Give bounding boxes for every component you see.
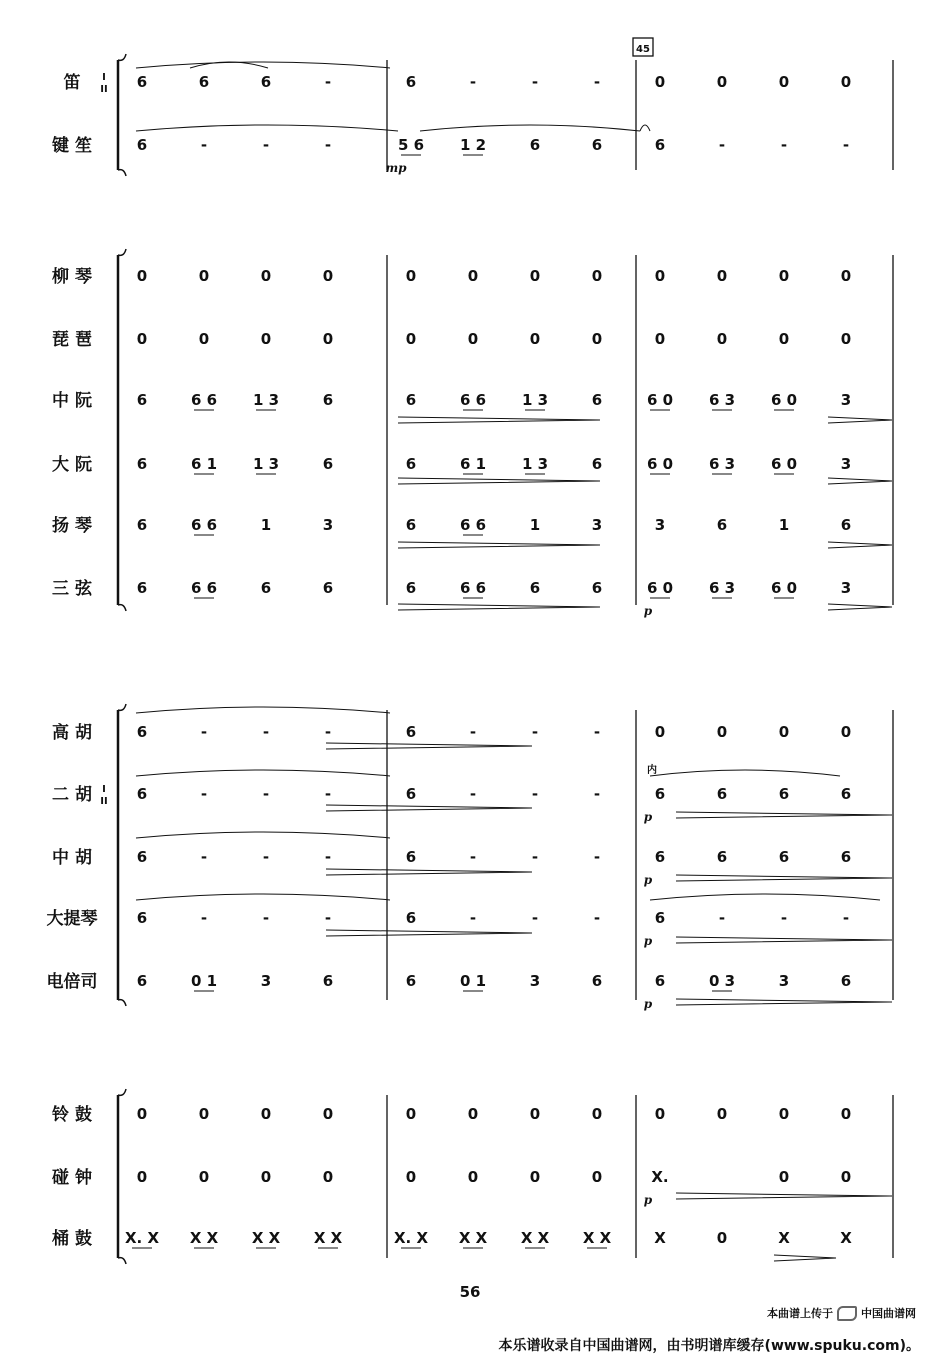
note-beat-4: 6 — [591, 391, 603, 409]
hairpin-13 — [676, 875, 892, 881]
note-beat-4: - — [593, 848, 601, 866]
dynamic-marking: mp — [385, 161, 407, 175]
note-beat-2: - — [200, 909, 208, 927]
dynamic-marking: p — [643, 934, 653, 948]
hairpin-3 — [398, 604, 600, 610]
note-beat-3: 1 3 — [252, 455, 280, 473]
note-beat-1: 0 — [136, 330, 148, 348]
instrument-label: 键 笙 — [52, 136, 92, 156]
rehearsal-mark-number: 45 — [636, 44, 650, 55]
instrument-label: 铃 鼓 — [52, 1105, 92, 1125]
note-beat-3: 0 — [260, 267, 272, 285]
note-beat-3: - — [262, 723, 270, 741]
note-beat-2: X X — [189, 1229, 219, 1247]
instrument-label: 桶 鼓 — [52, 1229, 92, 1249]
note-beat-2: 0 — [198, 330, 210, 348]
note-beat-1: 3 — [654, 516, 666, 534]
part-number-2: II — [100, 796, 108, 807]
instrument-label: 电倍司 — [46, 972, 98, 992]
note-beat-4: 6 — [840, 516, 852, 534]
note-beat-1: 6 0 — [646, 455, 674, 473]
note-beat-3: - — [780, 909, 788, 927]
note-beat-4: 3 — [591, 516, 603, 534]
staff-row — [52, 135, 849, 175]
note-beat-2: - — [469, 848, 477, 866]
note-beat-4: X X — [582, 1229, 612, 1247]
note-beat-2: - — [200, 848, 208, 866]
note-beat-3: 0 — [529, 1105, 541, 1123]
note-beat-4: - — [593, 909, 601, 927]
note-beat-4: 0 — [322, 267, 334, 285]
note-beat-4: - — [324, 785, 332, 803]
note-beat-3: 6 0 — [770, 391, 798, 409]
hairpin-5 — [828, 478, 892, 484]
site-logo-text: 中国曲谱网 — [861, 1307, 916, 1320]
note-beat-1: 6 — [136, 972, 148, 990]
note-beat-2: 1 2 — [459, 136, 487, 154]
hairpin-17 — [774, 1255, 836, 1261]
staff-row — [52, 1167, 851, 1207]
hairpin-8 — [326, 743, 532, 749]
instrument-label: 二 胡 — [52, 785, 92, 805]
note-beat-1: X. — [651, 1168, 669, 1186]
footer-source-note: 本乐谱收录自中国曲谱网，由书明谱库缓存(www.spuku.com)。 — [498, 1338, 920, 1354]
hairpin-6 — [828, 542, 892, 548]
page-number: 56 — [459, 1283, 481, 1301]
note-beat-4: X — [840, 1229, 852, 1247]
note-beat-4: 6 — [840, 848, 852, 866]
note-beat-1: 0 — [405, 1105, 417, 1123]
note-beat-1: 6 — [405, 785, 417, 803]
upload-note-text: 本曲谱上传于 — [767, 1307, 833, 1320]
note-beat-4: - — [324, 723, 332, 741]
note-beat-1: 6 — [405, 73, 417, 91]
note-beat-3: 6 0 — [770, 579, 798, 597]
note-beat-2: - — [200, 136, 208, 154]
bracket-bottom-hook — [118, 170, 126, 176]
note-beat-2: 0 — [198, 1105, 210, 1123]
note-beat-3: 0 — [529, 1168, 541, 1186]
note-beat-1: X. X — [124, 1229, 160, 1247]
note-beat-1: 6 0 — [646, 579, 674, 597]
part-number-1: I — [102, 784, 106, 795]
dynamic-marking: p — [643, 810, 653, 824]
note-beat-2: 0 — [467, 1168, 479, 1186]
note-beat-2: 6 6 — [190, 516, 218, 534]
group-plucked — [52, 249, 893, 618]
note-beat-2: 6 1 — [190, 455, 218, 473]
note-beat-2: 0 1 — [190, 972, 218, 990]
bracket-bottom-hook — [118, 1258, 126, 1264]
note-beat-2: - — [469, 909, 477, 927]
note-beat-4: - — [593, 73, 601, 91]
note-beat-4: - — [842, 909, 850, 927]
note-beat-4: - — [324, 848, 332, 866]
note-beat-2: 0 3 — [708, 972, 736, 990]
note-beat-4: - — [324, 73, 332, 91]
note-beat-3: - — [780, 136, 788, 154]
dynamic-marking: p — [643, 604, 653, 618]
note-beat-2: 0 — [716, 73, 728, 91]
note-beat-2: - — [469, 73, 477, 91]
staff-row — [52, 330, 851, 350]
bracket-top-hook — [118, 54, 126, 60]
note-beat-4: - — [593, 723, 601, 741]
slur-4 — [640, 125, 650, 131]
note-beat-3: 6 — [778, 848, 790, 866]
note-beat-1: 6 — [136, 785, 148, 803]
note-beat-4: - — [593, 785, 601, 803]
instrument-label: 碰 钟 — [52, 1168, 92, 1188]
note-beat-4: 0 — [591, 1105, 603, 1123]
note-beat-2: 0 — [198, 1168, 210, 1186]
note-beat-1: 0 — [136, 1105, 148, 1123]
note-beat-3: 0 — [778, 723, 790, 741]
note-beat-3: 3 — [529, 972, 541, 990]
playing-annotation: 内 — [647, 765, 657, 776]
dynamic-marking: p — [643, 997, 653, 1011]
upload-note — [767, 1305, 916, 1321]
hairpin-11 — [326, 930, 532, 936]
note-beat-1: 6 — [136, 73, 148, 91]
note-beat-3: - — [531, 848, 539, 866]
note-beat-2: 6 6 — [190, 579, 218, 597]
note-beat-1: 6 — [405, 455, 417, 473]
note-beat-1: 6 — [405, 723, 417, 741]
slur-5 — [136, 707, 390, 713]
bracket-bottom-hook — [118, 1000, 126, 1006]
note-beat-3: 0 — [778, 73, 790, 91]
note-beat-3: 1 3 — [521, 455, 549, 473]
note-beat-4: 6 — [322, 972, 334, 990]
hairpin-2 — [398, 542, 600, 548]
site-logo-icon — [837, 1306, 857, 1321]
note-beat-1: 0 — [136, 1168, 148, 1186]
note-beat-4: 3 — [840, 579, 852, 597]
note-beat-3: 0 — [529, 330, 541, 348]
staff-row — [64, 72, 852, 95]
note-beat-2: 6 — [716, 516, 728, 534]
staff-row — [52, 390, 851, 411]
note-beat-3: - — [262, 136, 270, 154]
note-beat-1: 6 — [136, 848, 148, 866]
note-beat-4: 6 — [840, 785, 852, 803]
note-beat-3: - — [531, 723, 539, 741]
note-beat-2: 6 3 — [708, 455, 736, 473]
part-number-2: II — [100, 84, 108, 95]
note-beat-3: 1 — [260, 516, 272, 534]
note-beat-3: 0 — [529, 267, 541, 285]
note-beat-3: - — [262, 909, 270, 927]
bracket-top-hook — [118, 704, 126, 710]
note-beat-2: 6 3 — [708, 579, 736, 597]
note-beat-3: 6 — [260, 73, 272, 91]
note-beat-3: - — [531, 73, 539, 91]
note-beat-4: 0 — [591, 1168, 603, 1186]
staff-row — [52, 454, 851, 475]
note-beat-4: 0 — [322, 1105, 334, 1123]
note-beat-1: 6 — [654, 909, 666, 927]
note-beat-3: - — [262, 785, 270, 803]
note-beat-2: - — [469, 723, 477, 741]
staff-row — [52, 578, 851, 618]
note-beat-3: 6 — [529, 579, 541, 597]
note-beat-1: 0 — [654, 73, 666, 91]
note-beat-3: 6 — [529, 136, 541, 154]
note-beat-2: X X — [458, 1229, 488, 1247]
note-beat-4: - — [324, 136, 332, 154]
note-beat-4: 6 — [322, 579, 334, 597]
note-beat-3: 0 — [778, 1168, 790, 1186]
note-beat-2: 6 3 — [708, 391, 736, 409]
note-beat-4: 0 — [840, 1168, 852, 1186]
slur-2 — [420, 125, 640, 131]
note-beat-2: 0 — [716, 723, 728, 741]
note-beat-2: 0 — [467, 1105, 479, 1123]
group-bowed — [47, 704, 894, 1011]
slur-6 — [136, 770, 390, 776]
note-beat-2: 6 6 — [459, 516, 487, 534]
note-beat-3: 6 — [260, 579, 272, 597]
note-beat-4: - — [324, 909, 332, 927]
note-beat-4: 0 — [591, 267, 603, 285]
note-beat-1: 6 — [654, 785, 666, 803]
note-beat-1: 6 — [654, 972, 666, 990]
note-beat-3: - — [262, 848, 270, 866]
rehearsal-mark-45 — [633, 38, 653, 56]
staff-row — [47, 971, 852, 1011]
note-beat-1: 6 — [654, 136, 666, 154]
note-beat-1: 0 — [136, 267, 148, 285]
part-number-1: I — [102, 72, 106, 83]
note-beat-1: 6 — [136, 909, 148, 927]
note-beat-2: 0 — [198, 267, 210, 285]
note-beat-4: 6 — [591, 579, 603, 597]
note-beat-1: 0 — [654, 1105, 666, 1123]
note-beat-3: 6 — [778, 785, 790, 803]
note-beat-3: X X — [251, 1229, 281, 1247]
note-beat-1: 6 — [405, 579, 417, 597]
staff-row — [52, 515, 851, 536]
staff-row — [52, 722, 851, 743]
staff-row — [52, 1104, 851, 1125]
note-beat-4: 3 — [840, 455, 852, 473]
note-beat-3: 3 — [778, 972, 790, 990]
note-beat-2: - — [718, 136, 726, 154]
note-beat-4: 6 — [591, 455, 603, 473]
group-percussion — [52, 1089, 893, 1264]
note-beat-4: 0 — [840, 330, 852, 348]
hairpin-12 — [676, 812, 892, 818]
slur-3 — [136, 125, 398, 131]
note-beat-2: 0 — [716, 330, 728, 348]
note-beat-1: 0 — [405, 267, 417, 285]
note-beat-4: 6 — [840, 972, 852, 990]
hairpin-4 — [828, 417, 892, 423]
instrument-label: 大提琴 — [46, 909, 98, 929]
note-beat-1: 6 — [405, 909, 417, 927]
instrument-label: 大 阮 — [52, 455, 92, 475]
note-beat-4: 0 — [840, 267, 852, 285]
note-beat-4: 6 — [591, 972, 603, 990]
note-beat-2: 6 — [716, 785, 728, 803]
note-beat-3: 1 3 — [252, 391, 280, 409]
note-beat-2: 6 1 — [459, 455, 487, 473]
instrument-label: 柳 琴 — [52, 267, 92, 287]
hairpin-0 — [398, 417, 600, 423]
note-beat-1: X. X — [393, 1229, 429, 1247]
note-beat-1: 0 — [405, 330, 417, 348]
note-beat-2: 6 6 — [190, 391, 218, 409]
hairpin-7 — [828, 604, 892, 610]
slur-7 — [136, 832, 390, 838]
note-beat-2: - — [200, 723, 208, 741]
note-beat-1: X — [654, 1229, 666, 1247]
instrument-label: 笛 — [63, 73, 81, 93]
hairpin-15 — [676, 999, 892, 1005]
note-beat-2: 6 6 — [459, 579, 487, 597]
note-beat-4: 6 — [322, 455, 334, 473]
staff-row — [52, 763, 851, 824]
note-beat-1: 0 — [654, 723, 666, 741]
instrument-label: 扬 琴 — [52, 516, 92, 536]
note-beat-3: 1 — [529, 516, 541, 534]
note-beat-1: 6 — [136, 391, 148, 409]
hairpin-1 — [398, 478, 600, 484]
note-beat-3: 0 — [260, 1105, 272, 1123]
note-beat-4: 0 — [840, 723, 852, 741]
slur-8 — [136, 894, 390, 900]
note-beat-4: 3 — [840, 391, 852, 409]
note-beat-4: 6 — [591, 136, 603, 154]
note-beat-3: 1 — [778, 516, 790, 534]
note-beat-3: 0 — [260, 330, 272, 348]
staff-row — [52, 847, 851, 887]
note-beat-3: 0 — [778, 1105, 790, 1123]
note-beat-1: 6 — [654, 848, 666, 866]
note-beat-1: 6 — [136, 516, 148, 534]
hairpin-14 — [676, 937, 892, 943]
note-beat-1: 6 — [405, 848, 417, 866]
group-winds — [52, 54, 893, 176]
hairpin-10 — [326, 869, 532, 875]
note-beat-4: 3 — [322, 516, 334, 534]
note-beat-1: 6 — [405, 516, 417, 534]
note-beat-3: 6 0 — [770, 455, 798, 473]
note-beat-4: 0 — [840, 73, 852, 91]
note-beat-2: 6 — [198, 73, 210, 91]
note-beat-2: 0 — [716, 267, 728, 285]
note-beat-3: 3 — [260, 972, 272, 990]
note-beat-3: X X — [520, 1229, 550, 1247]
note-beat-3: 0 — [778, 267, 790, 285]
note-beat-2: - — [200, 785, 208, 803]
slur-9 — [650, 770, 840, 776]
note-beat-4: 6 — [322, 391, 334, 409]
bracket-bottom-hook — [118, 605, 126, 611]
bracket-top-hook — [118, 1089, 126, 1095]
instrument-label: 中 阮 — [52, 391, 92, 411]
note-beat-1: 0 — [405, 1168, 417, 1186]
instrument-label: 三 弦 — [52, 579, 92, 599]
note-beat-1: 6 — [405, 391, 417, 409]
bracket-top-hook — [118, 249, 126, 255]
note-beat-2: 0 — [716, 1229, 728, 1247]
note-beat-2: - — [469, 785, 477, 803]
note-beat-1: 6 — [136, 579, 148, 597]
note-beat-1: 6 — [405, 972, 417, 990]
dynamic-marking: p — [643, 1193, 653, 1207]
staff-row — [52, 1228, 852, 1249]
note-beat-3: X — [778, 1229, 790, 1247]
slur-1 — [136, 62, 390, 68]
note-beat-1: 0 — [654, 330, 666, 348]
hairpin-9 — [326, 805, 532, 811]
note-beat-2: 6 6 — [459, 391, 487, 409]
instrument-label: 琵 琶 — [52, 330, 92, 350]
slur-10 — [650, 894, 880, 900]
note-beat-3: - — [531, 785, 539, 803]
note-beat-3: 1 3 — [521, 391, 549, 409]
note-beat-2: 0 1 — [459, 972, 487, 990]
staff-row — [52, 266, 851, 287]
note-beat-1: 6 — [136, 136, 148, 154]
note-beat-2: 0 — [716, 1105, 728, 1123]
note-beat-3: 0 — [260, 1168, 272, 1186]
note-beat-1: 0 — [654, 267, 666, 285]
note-beat-2: 6 — [716, 848, 728, 866]
instrument-label: 中 胡 — [52, 848, 92, 868]
note-beat-4: 0 — [322, 1168, 334, 1186]
note-beat-3: 0 — [778, 330, 790, 348]
note-beat-3: - — [531, 909, 539, 927]
note-beat-1: 6 0 — [646, 391, 674, 409]
note-beat-2: 0 — [467, 330, 479, 348]
note-beat-4: 0 — [840, 1105, 852, 1123]
note-beat-2: - — [718, 909, 726, 927]
note-beat-4: X X — [313, 1229, 343, 1247]
note-beat-4: - — [842, 136, 850, 154]
note-beat-1: 6 — [136, 455, 148, 473]
note-beat-4: 0 — [322, 330, 334, 348]
note-beat-1: 6 — [136, 723, 148, 741]
dynamic-marking: p — [643, 873, 653, 887]
note-beat-1: 5 6 — [397, 136, 425, 154]
instrument-label: 高 胡 — [52, 723, 92, 743]
note-beat-2: 0 — [467, 267, 479, 285]
hairpin-16 — [676, 1193, 892, 1199]
note-beat-4: 0 — [591, 330, 603, 348]
